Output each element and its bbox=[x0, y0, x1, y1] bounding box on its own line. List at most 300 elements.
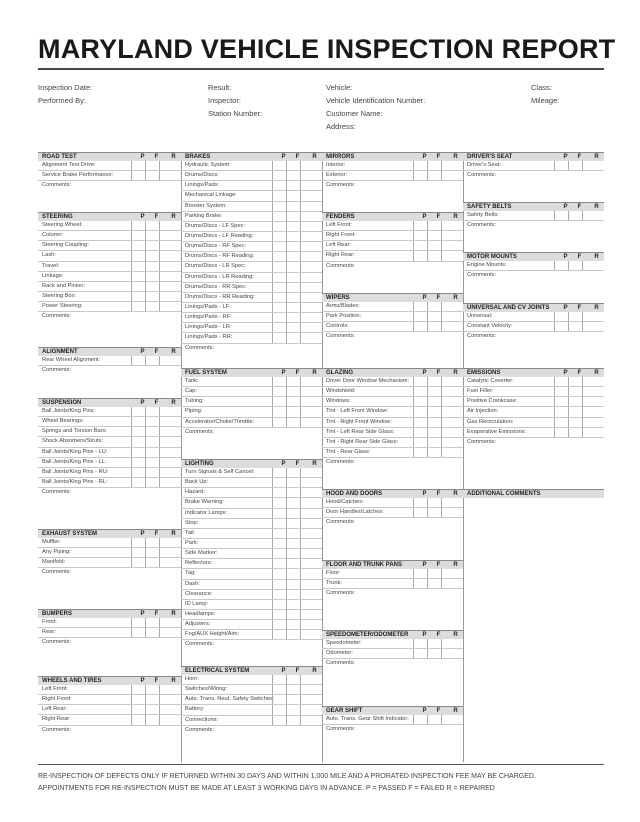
checkbox-r[interactable] bbox=[300, 407, 311, 416]
checkbox-r[interactable] bbox=[441, 407, 452, 416]
checkbox-f[interactable] bbox=[145, 458, 156, 467]
checkbox-p[interactable] bbox=[413, 397, 424, 406]
checkbox-p[interactable] bbox=[272, 468, 283, 477]
checkbox-r[interactable] bbox=[300, 242, 311, 251]
checkbox-r[interactable] bbox=[441, 448, 452, 457]
checkbox-r[interactable] bbox=[159, 272, 170, 281]
checkbox-p[interactable] bbox=[272, 539, 283, 548]
checkbox-p[interactable] bbox=[554, 261, 565, 270]
checkbox-r[interactable] bbox=[300, 620, 311, 629]
checkbox-f[interactable] bbox=[286, 191, 297, 200]
checkbox-r[interactable] bbox=[300, 323, 311, 332]
checkbox-r[interactable] bbox=[441, 579, 452, 588]
checkbox-f[interactable] bbox=[145, 231, 156, 240]
checkbox-p[interactable] bbox=[131, 302, 142, 311]
checkbox-f[interactable] bbox=[568, 377, 579, 386]
checkbox-f[interactable] bbox=[286, 620, 297, 629]
checkbox-p[interactable] bbox=[272, 303, 283, 312]
checkbox-r[interactable] bbox=[300, 716, 311, 725]
checkbox-p[interactable] bbox=[131, 478, 142, 487]
checkbox-r[interactable] bbox=[159, 407, 170, 416]
checkbox-p[interactable] bbox=[131, 221, 142, 230]
checkbox-p[interactable] bbox=[131, 715, 142, 724]
checkbox-p[interactable] bbox=[131, 272, 142, 281]
checkbox-f[interactable] bbox=[286, 377, 297, 386]
checkbox-f[interactable] bbox=[286, 323, 297, 332]
checkbox-r[interactable] bbox=[159, 618, 170, 627]
checkbox-f[interactable] bbox=[286, 222, 297, 231]
checkbox-p[interactable] bbox=[413, 498, 424, 507]
checkbox-p[interactable] bbox=[272, 559, 283, 568]
checkbox-p[interactable] bbox=[272, 716, 283, 725]
checkbox-p[interactable] bbox=[272, 333, 283, 342]
checkbox-f[interactable] bbox=[286, 333, 297, 342]
checkbox-r[interactable] bbox=[300, 468, 311, 477]
checkbox-r[interactable] bbox=[300, 232, 311, 241]
checkbox-p[interactable] bbox=[272, 685, 283, 694]
checkbox-p[interactable] bbox=[554, 428, 565, 437]
checkbox-r[interactable] bbox=[159, 548, 170, 557]
checkbox-r[interactable] bbox=[300, 675, 311, 684]
checkbox-p[interactable] bbox=[272, 252, 283, 261]
checkbox-f[interactable] bbox=[286, 313, 297, 322]
checkbox-p[interactable] bbox=[272, 387, 283, 396]
checkbox-p[interactable] bbox=[272, 529, 283, 538]
checkbox-r[interactable] bbox=[300, 580, 311, 589]
checkbox-r[interactable] bbox=[441, 241, 452, 250]
checkbox-p[interactable] bbox=[272, 498, 283, 507]
checkbox-f[interactable] bbox=[568, 397, 579, 406]
checkbox-f[interactable] bbox=[427, 251, 438, 260]
checkbox-f[interactable] bbox=[427, 569, 438, 578]
checkbox-r[interactable] bbox=[441, 302, 452, 311]
checkbox-r[interactable] bbox=[582, 428, 593, 437]
checkbox-f[interactable] bbox=[145, 221, 156, 230]
checkbox-r[interactable] bbox=[300, 549, 311, 558]
checkbox-r[interactable] bbox=[441, 377, 452, 386]
checkbox-f[interactable] bbox=[286, 569, 297, 578]
checkbox-p[interactable] bbox=[272, 630, 283, 639]
checkbox-p[interactable] bbox=[272, 232, 283, 241]
checkbox-p[interactable] bbox=[131, 628, 142, 637]
checkbox-f[interactable] bbox=[286, 559, 297, 568]
checkbox-p[interactable] bbox=[272, 675, 283, 684]
checkbox-r[interactable] bbox=[300, 610, 311, 619]
checkbox-p[interactable] bbox=[272, 377, 283, 386]
checkbox-f[interactable] bbox=[427, 418, 438, 427]
checkbox-f[interactable] bbox=[427, 387, 438, 396]
checkbox-f[interactable] bbox=[427, 649, 438, 658]
checkbox-r[interactable] bbox=[582, 161, 593, 170]
checkbox-f[interactable] bbox=[145, 685, 156, 694]
checkbox-r[interactable] bbox=[300, 293, 311, 302]
checkbox-f[interactable] bbox=[286, 529, 297, 538]
checkbox-f[interactable] bbox=[145, 161, 156, 170]
checkbox-p[interactable] bbox=[554, 161, 565, 170]
checkbox-p[interactable] bbox=[554, 418, 565, 427]
checkbox-r[interactable] bbox=[582, 261, 593, 270]
checkbox-r[interactable] bbox=[300, 313, 311, 322]
checkbox-p[interactable] bbox=[272, 397, 283, 406]
checkbox-f[interactable] bbox=[568, 428, 579, 437]
checkbox-r[interactable] bbox=[159, 538, 170, 547]
checkbox-p[interactable] bbox=[131, 417, 142, 426]
checkbox-r[interactable] bbox=[159, 292, 170, 301]
checkbox-f[interactable] bbox=[145, 448, 156, 457]
checkbox-r[interactable] bbox=[300, 212, 311, 221]
checkbox-r[interactable] bbox=[441, 649, 452, 658]
checkbox-r[interactable] bbox=[582, 322, 593, 331]
checkbox-f[interactable] bbox=[568, 418, 579, 427]
checkbox-p[interactable] bbox=[272, 161, 283, 170]
checkbox-f[interactable] bbox=[145, 705, 156, 714]
checkbox-p[interactable] bbox=[413, 161, 424, 170]
checkbox-p[interactable] bbox=[554, 312, 565, 321]
checkbox-r[interactable] bbox=[300, 283, 311, 292]
checkbox-p[interactable] bbox=[272, 600, 283, 609]
checkbox-p[interactable] bbox=[131, 558, 142, 567]
checkbox-r[interactable] bbox=[300, 303, 311, 312]
checkbox-p[interactable] bbox=[272, 580, 283, 589]
checkbox-f[interactable] bbox=[145, 251, 156, 260]
checkbox-f[interactable] bbox=[427, 715, 438, 724]
checkbox-r[interactable] bbox=[159, 251, 170, 260]
checkbox-p[interactable] bbox=[131, 538, 142, 547]
checkbox-r[interactable] bbox=[159, 558, 170, 567]
checkbox-r[interactable] bbox=[300, 488, 311, 497]
checkbox-p[interactable] bbox=[413, 508, 424, 517]
checkbox-r[interactable] bbox=[159, 705, 170, 714]
checkbox-p[interactable] bbox=[272, 519, 283, 528]
checkbox-f[interactable] bbox=[286, 488, 297, 497]
checkbox-f[interactable] bbox=[286, 705, 297, 714]
checkbox-r[interactable] bbox=[159, 231, 170, 240]
checkbox-r[interactable] bbox=[159, 221, 170, 230]
checkbox-p[interactable] bbox=[413, 569, 424, 578]
checkbox-r[interactable] bbox=[159, 282, 170, 291]
checkbox-r[interactable] bbox=[300, 171, 311, 180]
checkbox-p[interactable] bbox=[272, 323, 283, 332]
checkbox-p[interactable] bbox=[272, 705, 283, 714]
checkbox-r[interactable] bbox=[441, 161, 452, 170]
checkbox-p[interactable] bbox=[272, 569, 283, 578]
checkbox-f[interactable] bbox=[427, 302, 438, 311]
checkbox-f[interactable] bbox=[286, 716, 297, 725]
checkbox-p[interactable] bbox=[554, 377, 565, 386]
checkbox-p[interactable] bbox=[272, 171, 283, 180]
checkbox-p[interactable] bbox=[131, 282, 142, 291]
checkbox-p[interactable] bbox=[413, 448, 424, 457]
checkbox-r[interactable] bbox=[300, 478, 311, 487]
checkbox-f[interactable] bbox=[286, 387, 297, 396]
checkbox-r[interactable] bbox=[582, 397, 593, 406]
checkbox-p[interactable] bbox=[272, 509, 283, 518]
checkbox-f[interactable] bbox=[286, 695, 297, 704]
checkbox-r[interactable] bbox=[441, 418, 452, 427]
checkbox-p[interactable] bbox=[413, 579, 424, 588]
checkbox-r[interactable] bbox=[441, 397, 452, 406]
checkbox-p[interactable] bbox=[413, 221, 424, 230]
checkbox-p[interactable] bbox=[272, 407, 283, 416]
checkbox-p[interactable] bbox=[554, 397, 565, 406]
checkbox-p[interactable] bbox=[272, 590, 283, 599]
checkbox-f[interactable] bbox=[145, 695, 156, 704]
checkbox-f[interactable] bbox=[286, 498, 297, 507]
checkbox-f[interactable] bbox=[145, 417, 156, 426]
checkbox-p[interactable] bbox=[272, 695, 283, 704]
checkbox-f[interactable] bbox=[145, 715, 156, 724]
checkbox-p[interactable] bbox=[413, 387, 424, 396]
checkbox-r[interactable] bbox=[300, 630, 311, 639]
checkbox-f[interactable] bbox=[145, 241, 156, 250]
checkbox-r[interactable] bbox=[159, 448, 170, 457]
checkbox-p[interactable] bbox=[413, 715, 424, 724]
checkbox-r[interactable] bbox=[582, 387, 593, 396]
checkbox-f[interactable] bbox=[145, 171, 156, 180]
checkbox-r[interactable] bbox=[441, 639, 452, 648]
checkbox-f[interactable] bbox=[568, 312, 579, 321]
checkbox-p[interactable] bbox=[413, 302, 424, 311]
checkbox-f[interactable] bbox=[427, 241, 438, 250]
checkbox-p[interactable] bbox=[131, 251, 142, 260]
checkbox-p[interactable] bbox=[413, 322, 424, 331]
checkbox-r[interactable] bbox=[300, 181, 311, 190]
checkbox-f[interactable] bbox=[145, 468, 156, 477]
checkbox-f[interactable] bbox=[286, 161, 297, 170]
checkbox-f[interactable] bbox=[286, 242, 297, 251]
checkbox-p[interactable] bbox=[272, 620, 283, 629]
checkbox-p[interactable] bbox=[272, 488, 283, 497]
checkbox-f[interactable] bbox=[286, 262, 297, 271]
checkbox-p[interactable] bbox=[272, 212, 283, 221]
checkbox-f[interactable] bbox=[427, 407, 438, 416]
checkbox-f[interactable] bbox=[427, 579, 438, 588]
checkbox-f[interactable] bbox=[568, 387, 579, 396]
checkbox-p[interactable] bbox=[272, 181, 283, 190]
checkbox-f[interactable] bbox=[286, 539, 297, 548]
checkbox-f[interactable] bbox=[568, 322, 579, 331]
checkbox-f[interactable] bbox=[286, 580, 297, 589]
checkbox-p[interactable] bbox=[554, 407, 565, 416]
checkbox-r[interactable] bbox=[300, 418, 311, 427]
checkbox-p[interactable] bbox=[272, 262, 283, 271]
checkbox-p[interactable] bbox=[272, 283, 283, 292]
checkbox-p[interactable] bbox=[131, 468, 142, 477]
checkbox-p[interactable] bbox=[131, 241, 142, 250]
checkbox-f[interactable] bbox=[286, 171, 297, 180]
checkbox-p[interactable] bbox=[413, 639, 424, 648]
checkbox-r[interactable] bbox=[159, 356, 170, 365]
checkbox-f[interactable] bbox=[145, 478, 156, 487]
checkbox-f[interactable] bbox=[145, 282, 156, 291]
checkbox-r[interactable] bbox=[441, 322, 452, 331]
checkbox-r[interactable] bbox=[441, 498, 452, 507]
checkbox-r[interactable] bbox=[441, 428, 452, 437]
checkbox-f[interactable] bbox=[286, 685, 297, 694]
checkbox-f[interactable] bbox=[427, 231, 438, 240]
checkbox-p[interactable] bbox=[272, 313, 283, 322]
checkbox-p[interactable] bbox=[131, 448, 142, 457]
checkbox-f[interactable] bbox=[286, 181, 297, 190]
checkbox-r[interactable] bbox=[300, 191, 311, 200]
checkbox-f[interactable] bbox=[427, 397, 438, 406]
checkbox-r[interactable] bbox=[300, 397, 311, 406]
checkbox-p[interactable] bbox=[413, 377, 424, 386]
checkbox-f[interactable] bbox=[286, 252, 297, 261]
checkbox-r[interactable] bbox=[159, 262, 170, 271]
checkbox-f[interactable] bbox=[145, 427, 156, 436]
checkbox-f[interactable] bbox=[145, 356, 156, 365]
checkbox-r[interactable] bbox=[159, 161, 170, 170]
checkbox-r[interactable] bbox=[159, 695, 170, 704]
checkbox-f[interactable] bbox=[286, 549, 297, 558]
checkbox-p[interactable] bbox=[413, 428, 424, 437]
checkbox-r[interactable] bbox=[582, 312, 593, 321]
checkbox-p[interactable] bbox=[272, 273, 283, 282]
checkbox-f[interactable] bbox=[427, 448, 438, 457]
checkbox-p[interactable] bbox=[272, 418, 283, 427]
checkbox-f[interactable] bbox=[286, 519, 297, 528]
checkbox-f[interactable] bbox=[568, 161, 579, 170]
checkbox-f[interactable] bbox=[427, 639, 438, 648]
checkbox-r[interactable] bbox=[582, 407, 593, 416]
checkbox-r[interactable] bbox=[441, 569, 452, 578]
checkbox-p[interactable] bbox=[413, 438, 424, 447]
checkbox-p[interactable] bbox=[131, 618, 142, 627]
checkbox-r[interactable] bbox=[300, 695, 311, 704]
checkbox-p[interactable] bbox=[413, 171, 424, 180]
checkbox-r[interactable] bbox=[441, 387, 452, 396]
checkbox-r[interactable] bbox=[159, 715, 170, 724]
checkbox-f[interactable] bbox=[145, 407, 156, 416]
checkbox-f[interactable] bbox=[427, 171, 438, 180]
checkbox-r[interactable] bbox=[159, 417, 170, 426]
checkbox-r[interactable] bbox=[441, 715, 452, 724]
checkbox-p[interactable] bbox=[131, 695, 142, 704]
checkbox-r[interactable] bbox=[300, 273, 311, 282]
checkbox-r[interactable] bbox=[300, 685, 311, 694]
checkbox-r[interactable] bbox=[300, 600, 311, 609]
checkbox-r[interactable] bbox=[159, 468, 170, 477]
checkbox-p[interactable] bbox=[413, 418, 424, 427]
checkbox-r[interactable] bbox=[159, 241, 170, 250]
checkbox-r[interactable] bbox=[441, 312, 452, 321]
checkbox-f[interactable] bbox=[427, 312, 438, 321]
checkbox-p[interactable] bbox=[131, 356, 142, 365]
checkbox-f[interactable] bbox=[427, 322, 438, 331]
checkbox-r[interactable] bbox=[159, 437, 170, 446]
checkbox-f[interactable] bbox=[286, 407, 297, 416]
checkbox-f[interactable] bbox=[145, 538, 156, 547]
checkbox-p[interactable] bbox=[272, 222, 283, 231]
checkbox-f[interactable] bbox=[427, 161, 438, 170]
checkbox-f[interactable] bbox=[286, 303, 297, 312]
checkbox-p[interactable] bbox=[131, 685, 142, 694]
checkbox-p[interactable] bbox=[272, 549, 283, 558]
checkbox-f[interactable] bbox=[286, 590, 297, 599]
checkbox-r[interactable] bbox=[300, 590, 311, 599]
checkbox-p[interactable] bbox=[272, 478, 283, 487]
checkbox-f[interactable] bbox=[286, 283, 297, 292]
checkbox-f[interactable] bbox=[286, 468, 297, 477]
checkbox-r[interactable] bbox=[300, 222, 311, 231]
checkbox-r[interactable] bbox=[300, 509, 311, 518]
checkbox-p[interactable] bbox=[413, 312, 424, 321]
checkbox-p[interactable] bbox=[413, 241, 424, 250]
checkbox-r[interactable] bbox=[300, 529, 311, 538]
checkbox-p[interactable] bbox=[131, 437, 142, 446]
checkbox-f[interactable] bbox=[145, 618, 156, 627]
checkbox-r[interactable] bbox=[441, 221, 452, 230]
checkbox-f[interactable] bbox=[286, 630, 297, 639]
checkbox-r[interactable] bbox=[300, 202, 311, 211]
checkbox-f[interactable] bbox=[568, 211, 579, 220]
checkbox-r[interactable] bbox=[159, 628, 170, 637]
checkbox-f[interactable] bbox=[286, 509, 297, 518]
checkbox-p[interactable] bbox=[413, 407, 424, 416]
checkbox-p[interactable] bbox=[272, 242, 283, 251]
checkbox-f[interactable] bbox=[427, 377, 438, 386]
checkbox-p[interactable] bbox=[554, 211, 565, 220]
checkbox-f[interactable] bbox=[427, 428, 438, 437]
checkbox-p[interactable] bbox=[413, 649, 424, 658]
checkbox-f[interactable] bbox=[286, 273, 297, 282]
checkbox-r[interactable] bbox=[300, 569, 311, 578]
checkbox-r[interactable] bbox=[300, 161, 311, 170]
checkbox-r[interactable] bbox=[159, 171, 170, 180]
checkbox-p[interactable] bbox=[131, 407, 142, 416]
checkbox-f[interactable] bbox=[286, 293, 297, 302]
checkbox-f[interactable] bbox=[568, 407, 579, 416]
checkbox-r[interactable] bbox=[300, 377, 311, 386]
checkbox-r[interactable] bbox=[441, 251, 452, 260]
checkbox-r[interactable] bbox=[300, 559, 311, 568]
checkbox-p[interactable] bbox=[272, 293, 283, 302]
checkbox-f[interactable] bbox=[286, 202, 297, 211]
checkbox-r[interactable] bbox=[441, 438, 452, 447]
checkbox-r[interactable] bbox=[300, 498, 311, 507]
checkbox-p[interactable] bbox=[131, 231, 142, 240]
checkbox-r[interactable] bbox=[582, 377, 593, 386]
checkbox-r[interactable] bbox=[441, 508, 452, 517]
checkbox-f[interactable] bbox=[286, 675, 297, 684]
checkbox-r[interactable] bbox=[159, 478, 170, 487]
checkbox-f[interactable] bbox=[286, 478, 297, 487]
checkbox-p[interactable] bbox=[272, 610, 283, 619]
checkbox-r[interactable] bbox=[582, 211, 593, 220]
checkbox-p[interactable] bbox=[131, 161, 142, 170]
checkbox-f[interactable] bbox=[145, 548, 156, 557]
checkbox-f[interactable] bbox=[145, 628, 156, 637]
checkbox-r[interactable] bbox=[300, 539, 311, 548]
checkbox-p[interactable] bbox=[272, 191, 283, 200]
checkbox-r[interactable] bbox=[441, 231, 452, 240]
checkbox-f[interactable] bbox=[145, 558, 156, 567]
checkbox-f[interactable] bbox=[427, 498, 438, 507]
checkbox-f[interactable] bbox=[145, 272, 156, 281]
checkbox-p[interactable] bbox=[131, 548, 142, 557]
checkbox-p[interactable] bbox=[131, 292, 142, 301]
checkbox-r[interactable] bbox=[300, 519, 311, 528]
checkbox-p[interactable] bbox=[131, 458, 142, 467]
checkbox-f[interactable] bbox=[427, 438, 438, 447]
checkbox-r[interactable] bbox=[300, 333, 311, 342]
checkbox-f[interactable] bbox=[286, 418, 297, 427]
checkbox-f[interactable] bbox=[427, 221, 438, 230]
checkbox-p[interactable] bbox=[413, 251, 424, 260]
checkbox-r[interactable] bbox=[300, 705, 311, 714]
checkbox-p[interactable] bbox=[272, 202, 283, 211]
